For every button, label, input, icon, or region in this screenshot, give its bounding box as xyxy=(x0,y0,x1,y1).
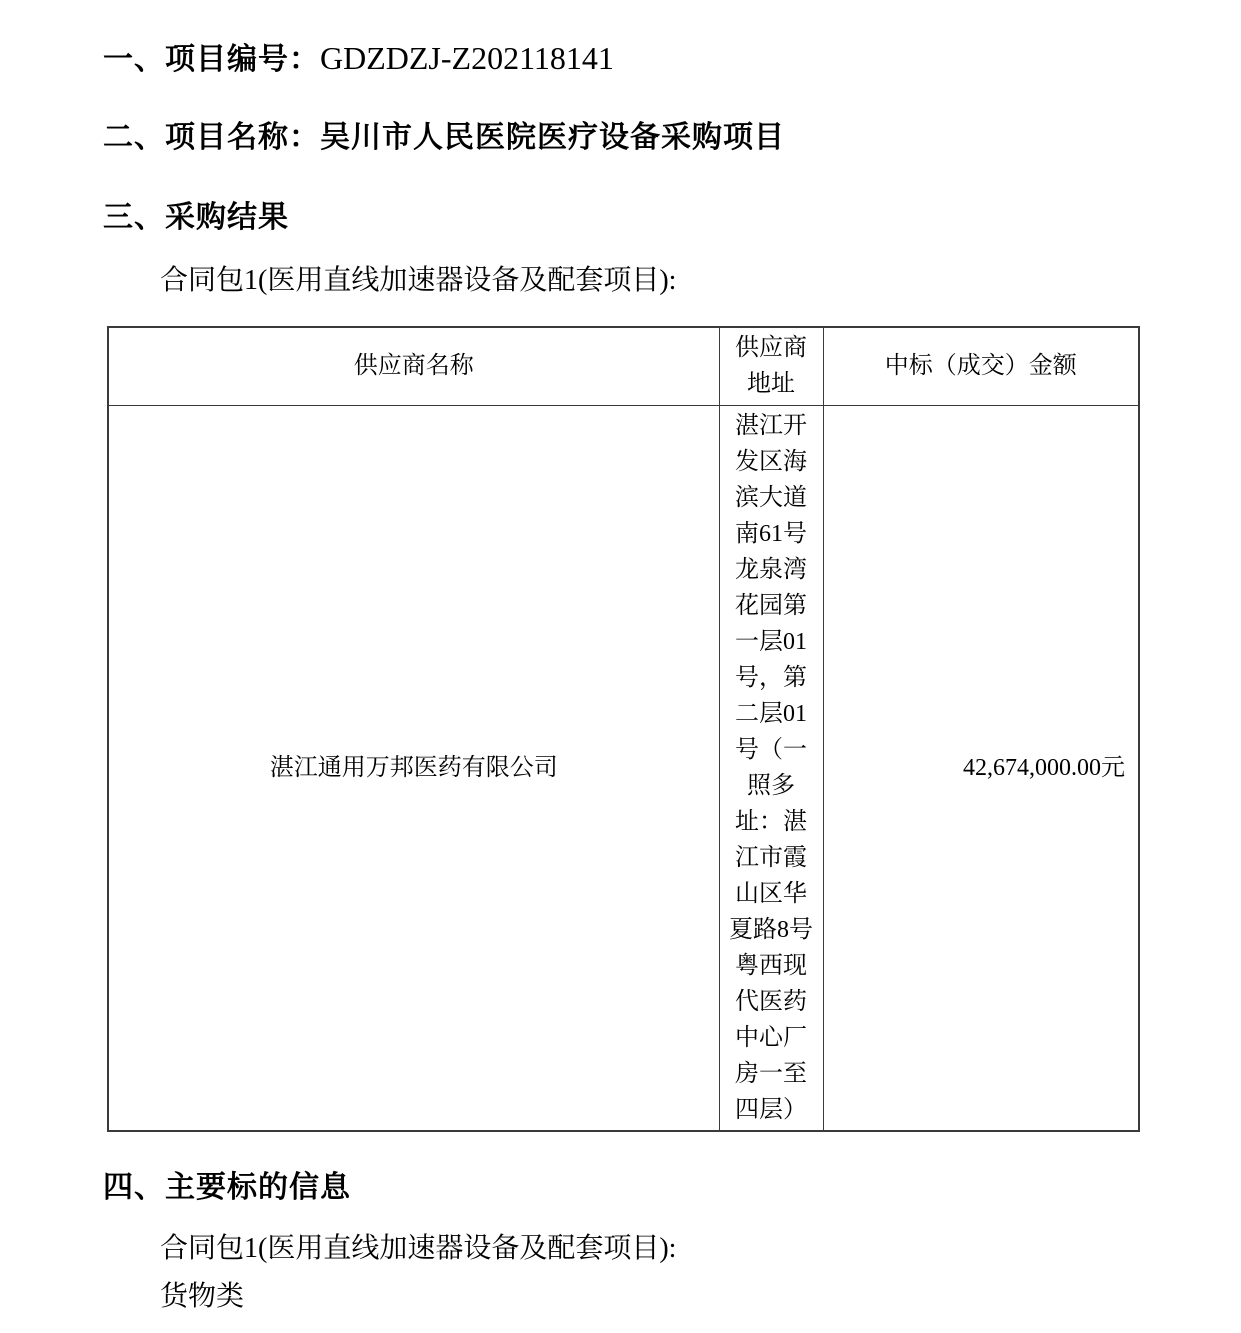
heading-project-number xyxy=(103,40,1241,78)
supplier-name-cell: 湛江通用万邦医药有限公司 xyxy=(108,405,719,1131)
project-number-value: GDZDZJ-Z202118141 xyxy=(320,40,614,76)
supplier-row xyxy=(108,405,1139,1131)
column-header-award-amount: 中标（成交）金额 xyxy=(823,327,1139,405)
supplier-address-cell: 湛江开发区海滨大道南61号龙泉湾花园第一层01号，第二层01号（一照多址：湛江市霞山区华夏路8号粤西现代医药中心厂房一至四层） xyxy=(719,405,823,1131)
column-header-supplier-address: 供应商地址 xyxy=(719,327,823,405)
table-header-row xyxy=(108,327,1139,405)
contract-package-label-subject: 合同包1(医用直线加速器设备及配套项目): xyxy=(160,1232,677,1264)
goods-category-label: 货物类 xyxy=(160,1280,245,1312)
heading-procurement-result: 三、采购结果 xyxy=(103,201,289,234)
heading-main-subject-info: 四、主要标的信息 xyxy=(103,1170,351,1204)
column-header-supplier-name: 供应商名称 xyxy=(108,327,719,405)
contract-package-label-procurement: 合同包1(医用直线加速器设备及配套项目): xyxy=(160,265,677,296)
suppliers-result-table xyxy=(107,326,1140,1132)
heading-project-number-label: 一、项目编号： xyxy=(103,43,320,76)
procurement-result-announcement xyxy=(0,40,1241,1333)
award-amount-cell: 42,674,000.00元 xyxy=(823,405,1139,1131)
heading-project-name: 二、项目名称：吴川市人民医院医疗设备采购项目 xyxy=(103,121,785,154)
